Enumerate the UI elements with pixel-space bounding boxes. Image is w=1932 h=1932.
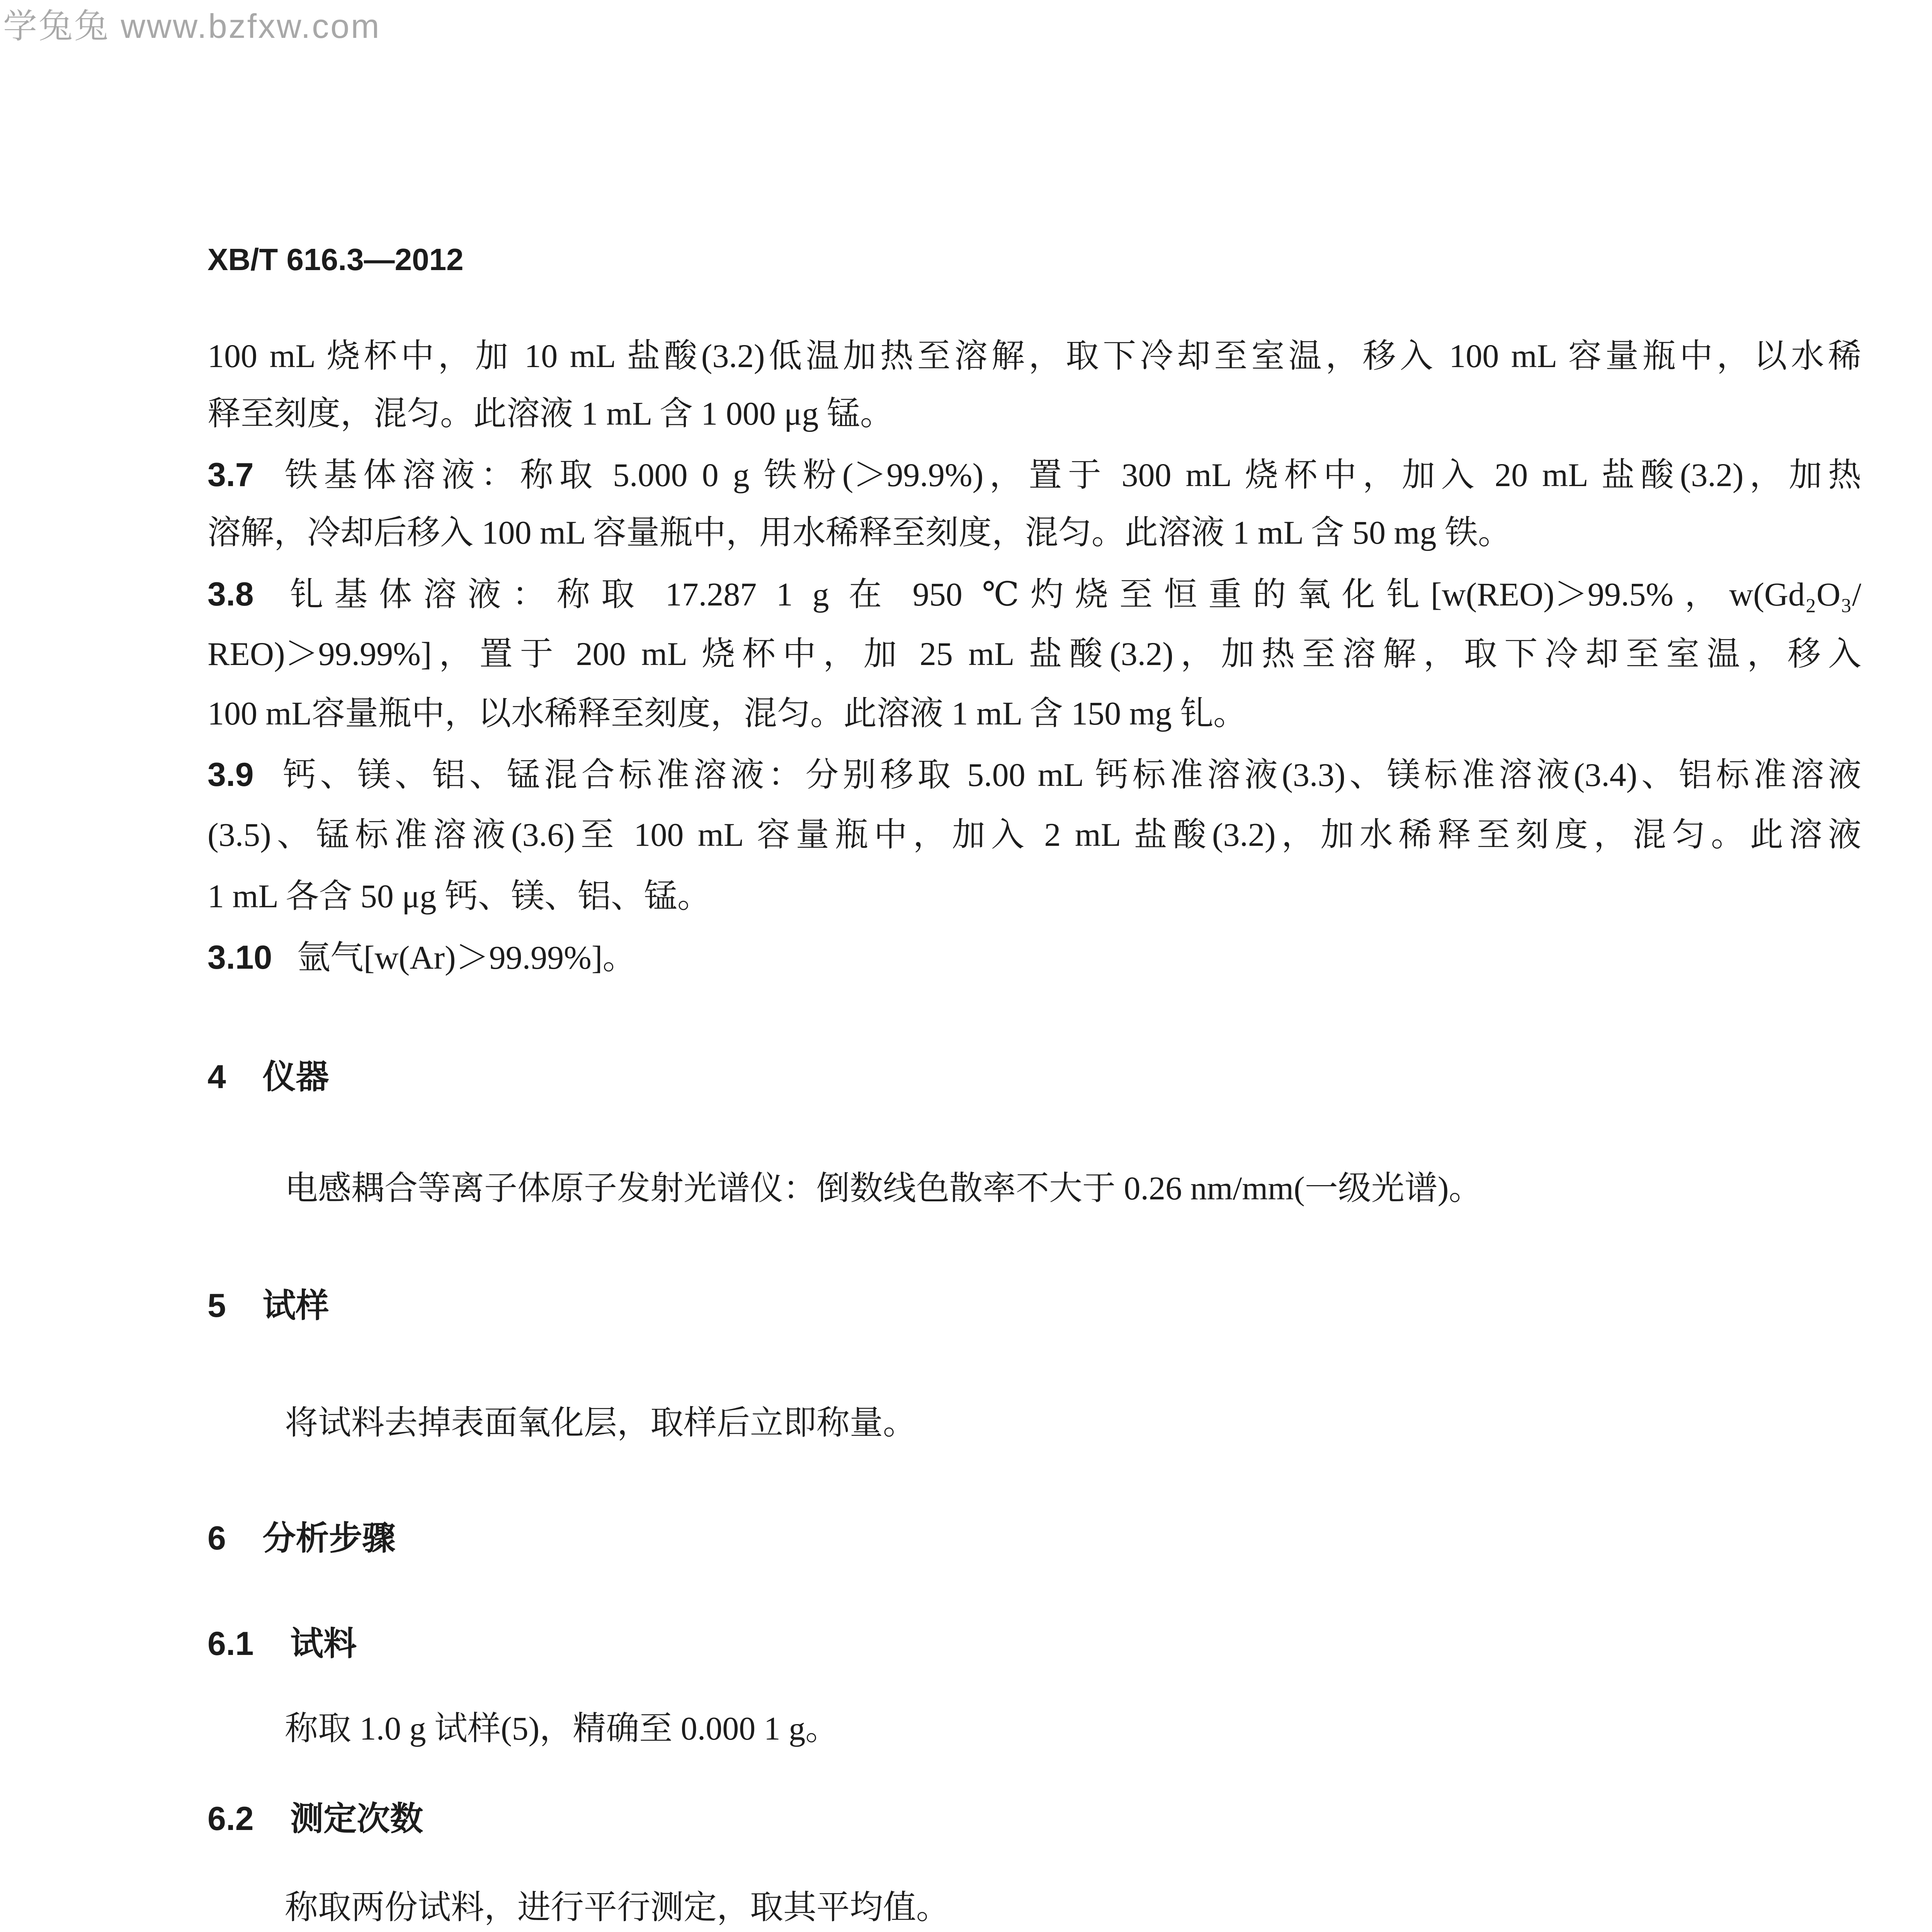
- clause-text: 钙、镁、铝、锰混合标准溶液：分别移取 5.00 mL 钙标准溶液(3.3)、镁标准溶液(3.4)、铝标准溶液: [279, 756, 1861, 793]
- section-heading-6: [207, 1517, 395, 1560]
- clause-3-7-line: [207, 454, 1861, 496]
- clause-number: 3.7: [207, 456, 254, 493]
- clause-number: 3.9: [207, 756, 254, 793]
- clause-text: 铁基体溶液：称取 5.000 0 g 铁粉(＞99.9%)，置于 300 mL 烧杯中，加入 20 mL 盐酸(3.2)，加热: [279, 456, 1861, 493]
- clause-3-9-line: (3.5)、锰标准溶液(3.6)至 100 mL 容量瓶中，加入 2 mL 盐酸(3.2)，加水稀释至刻度，混匀。此溶液: [207, 816, 1861, 853]
- subsection-number: 6.2: [207, 1800, 254, 1837]
- subsection-6-1-text: 称取 1.0 g 试样(5)，精确至 0.000 1 g。: [285, 1710, 839, 1747]
- subsection-heading-6-1: [207, 1622, 357, 1665]
- section-heading-5: [207, 1284, 329, 1327]
- section-4-text: 电感耦合等离子体原子发射光谱仪：倒数线色散率不大于 0.26 nm/mm(一级光谱)。: [285, 1170, 1482, 1207]
- continuation-line: 释至刻度，混匀。此溶液 1 mL 含 1 000 μg 锰。: [207, 395, 893, 432]
- clause-number: 3.10: [207, 939, 272, 976]
- section-number: 5: [207, 1287, 226, 1324]
- section-number: 4: [207, 1058, 226, 1095]
- clause-3-9-line: [207, 753, 1861, 796]
- clause-text: 钆基体溶液：称取 17.287 1 g 在 950 ℃灼烧至恒重的氧化钆[w(REO)＞99.5%，w(Gd₂O₃/: [279, 576, 1861, 613]
- section-number: 6: [207, 1520, 226, 1557]
- clause-3-8-line: [207, 573, 1861, 616]
- subsection-title: 测定次数: [290, 1800, 423, 1837]
- clause-3-8-line: 100 mL容量瓶中，以水稀释至刻度，混匀。此溶液 1 mL 含 150 mg 钆。: [207, 695, 1247, 732]
- section-title: 仪器: [262, 1058, 329, 1095]
- document-code: XB/T 616.3—2012: [207, 242, 464, 277]
- clause-3-10-line: [207, 936, 1861, 979]
- subsection-heading-6-2: [207, 1798, 423, 1840]
- section-title: 试样: [262, 1287, 329, 1324]
- watermark: 学兔兔 www.bzfxw.com: [3, 7, 381, 45]
- clause-3-9-line: 1 mL 各含 50 μg 钙、镁、铝、锰。: [207, 878, 711, 915]
- subsection-6-2-text: 称取两份试料，进行平行测定，取其平均值。: [285, 1889, 949, 1926]
- clause-3-7-line: 溶解，冷却后移入 100 mL 容量瓶中，用水稀释至刻度，混匀。此溶液 1 mL 含 50 mg 铁。: [207, 514, 1511, 551]
- clause-3-8-line: REO)＞99.99%]，置于 200 mL 烧杯中，加 25 mL 盐酸(3.2)，加热至溶解，取下冷却至室温，移入: [207, 635, 1861, 672]
- subsection-number: 6.1: [207, 1625, 254, 1662]
- clause-text: 氩气[w(Ar)＞99.99%]。: [297, 939, 636, 976]
- section-5-text: 将试料去掉表面氧化层，取样后立即称量。: [285, 1404, 916, 1441]
- clause-number: 3.8: [207, 576, 254, 613]
- section-title: 分析步骤: [262, 1520, 396, 1557]
- section-heading-4: [207, 1056, 329, 1098]
- continuation-line: 100 mL 烧杯中，加 10 mL 盐酸(3.2)低温加热至溶解，取下冷却至室温，移入 100 mL 容量瓶中，以水稀: [207, 337, 1861, 374]
- subsection-title: 试料: [290, 1625, 357, 1662]
